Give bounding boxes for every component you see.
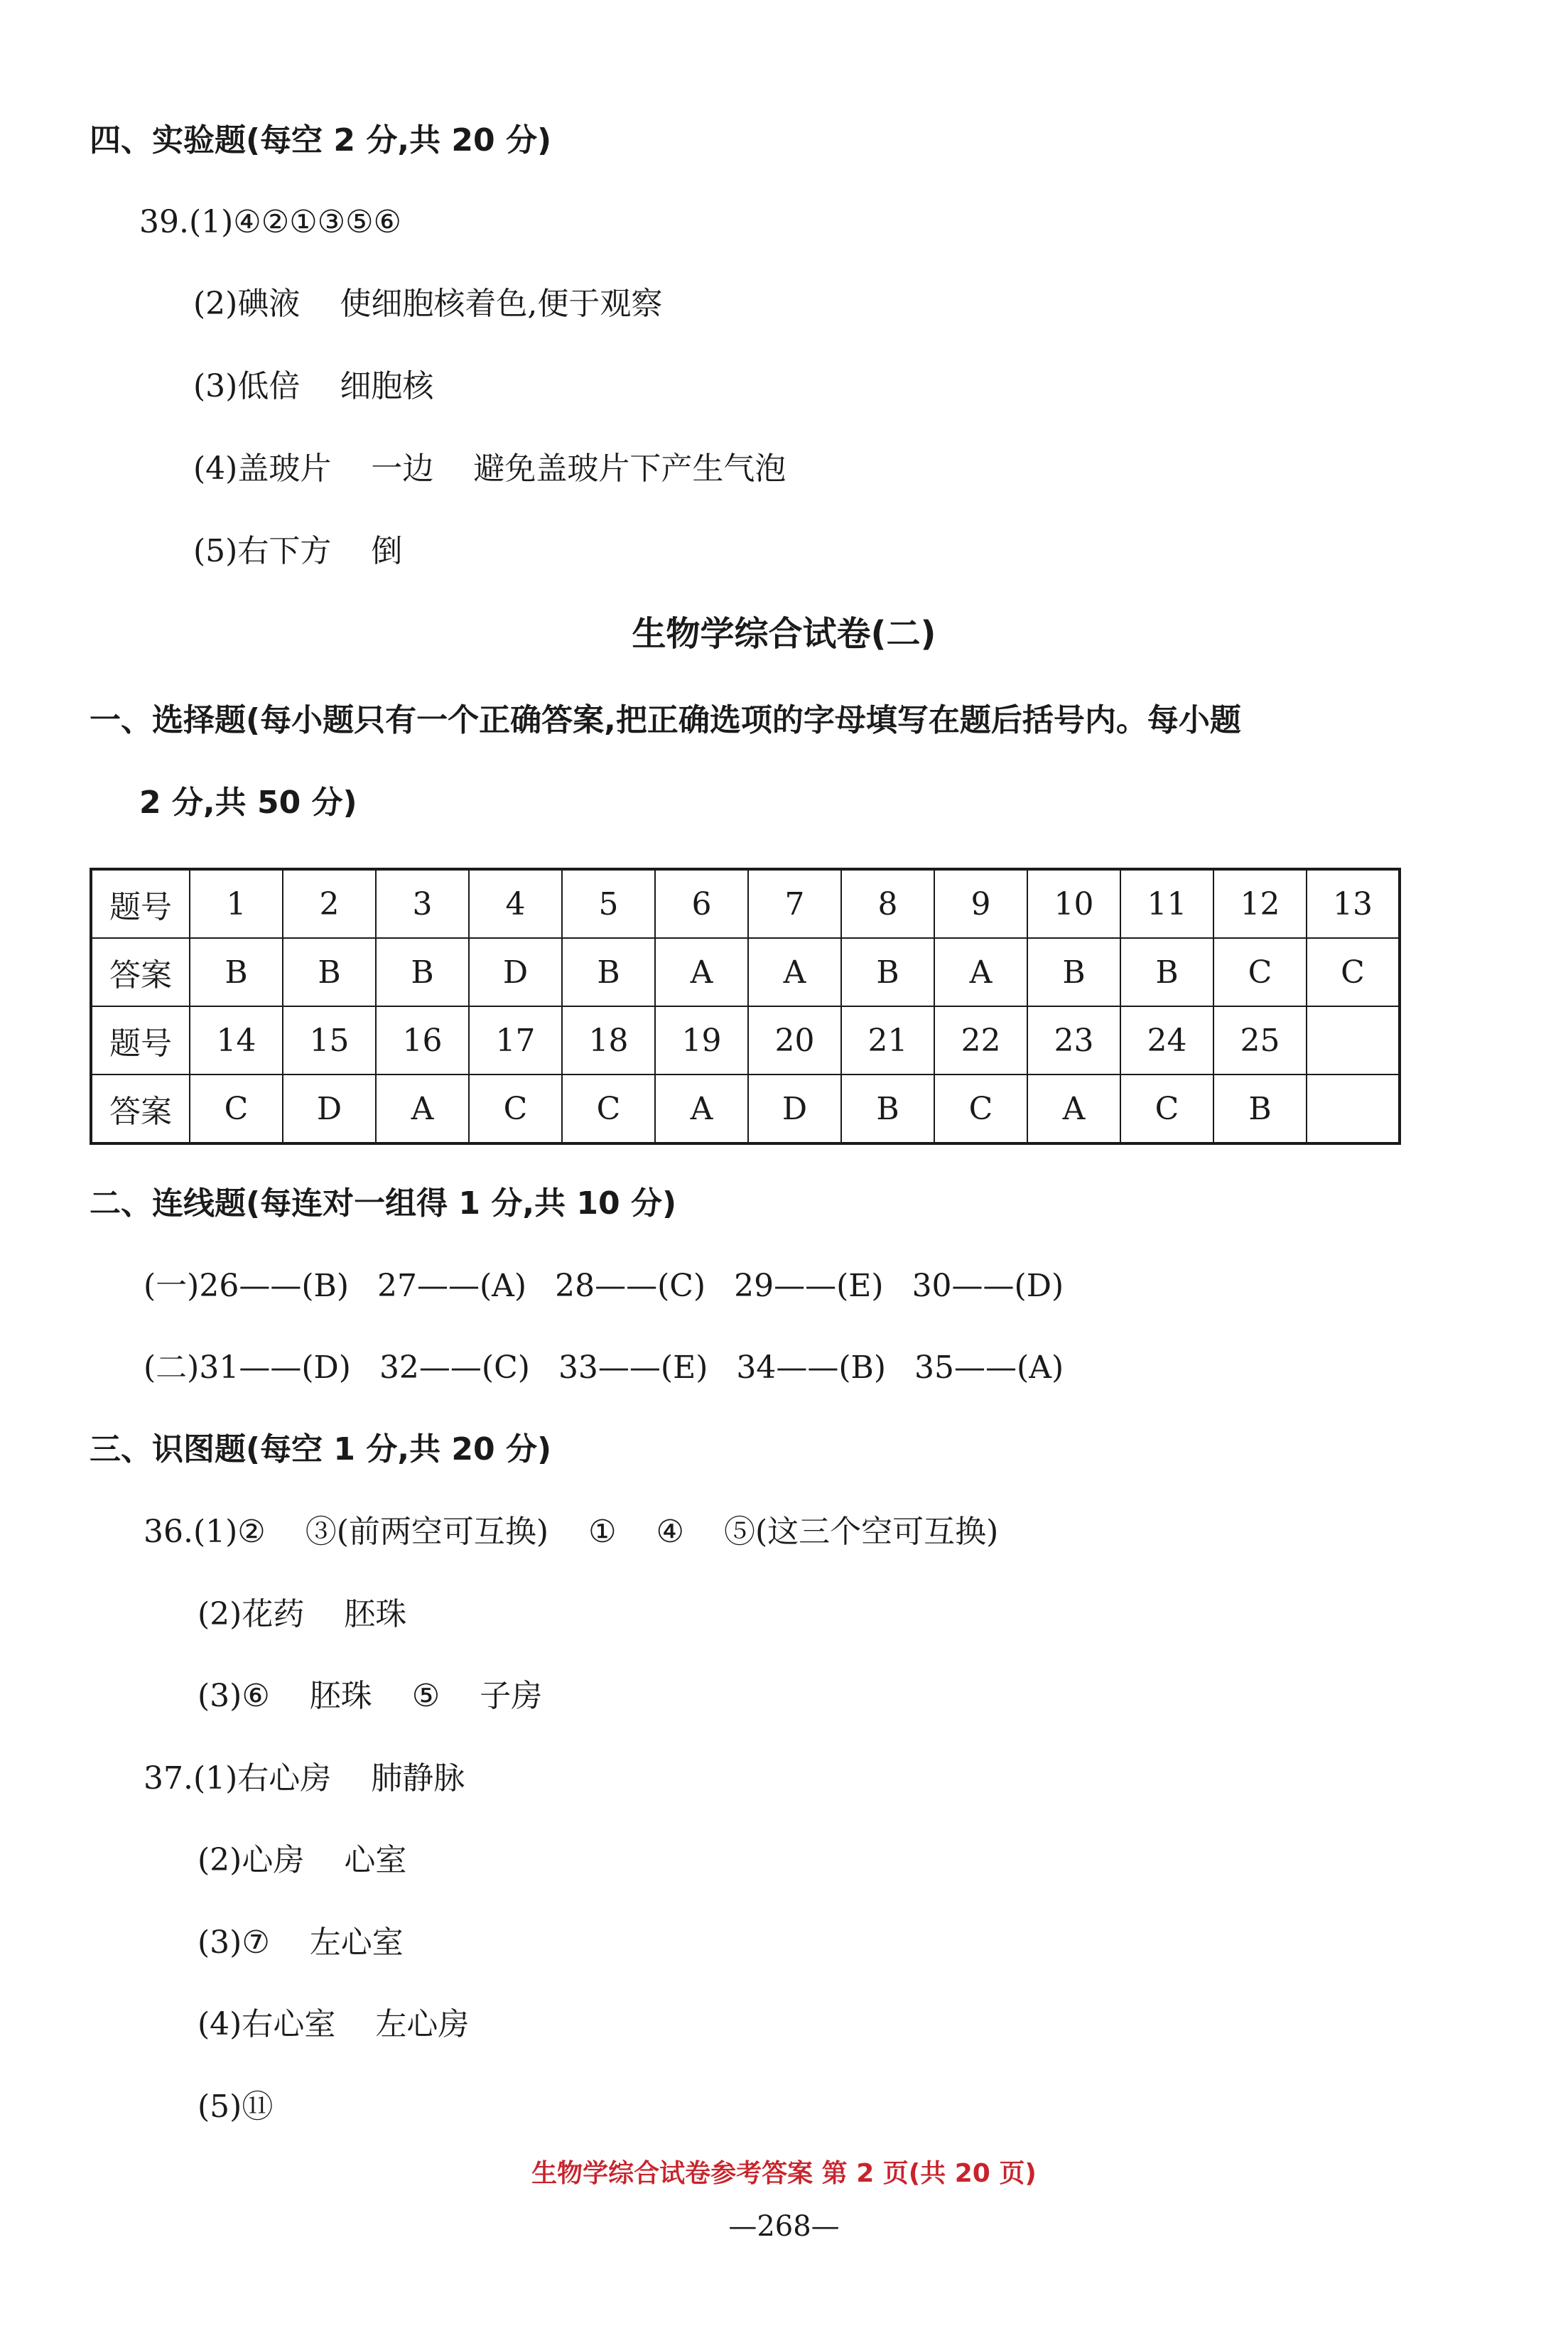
q36-part3-d: 子房 bbox=[480, 1678, 543, 1714]
table-cell: D bbox=[748, 1074, 841, 1143]
q39-part4-answer-b: 一边 bbox=[371, 451, 434, 487]
table-cell: 7 bbox=[748, 869, 841, 938]
match-pair: (一)26——(B) bbox=[144, 1268, 349, 1304]
table-cell: 9 bbox=[934, 869, 1027, 938]
table-cell: D bbox=[469, 938, 562, 1006]
table-cell: 5 bbox=[562, 869, 655, 938]
table-cell: C bbox=[469, 1074, 562, 1143]
table-cell: B bbox=[1027, 938, 1120, 1006]
q39-part2-answer-b: 使细胞核着色,便于观察 bbox=[340, 286, 663, 322]
q37-part3-a: (3)⑦ bbox=[198, 1924, 270, 1961]
paper-title: 生物学综合试卷(二) bbox=[632, 614, 936, 654]
section2-heading: 二、连线题(每连对一组得 1 分,共 10 分) bbox=[90, 1185, 677, 1222]
q39-part1: 39.(1)④②①③⑤⑥ bbox=[139, 204, 401, 240]
q37-part3-b: 左心室 bbox=[309, 1924, 404, 1961]
table-cell bbox=[1307, 1074, 1400, 1143]
table-cell: 6 bbox=[655, 869, 748, 938]
q37-part1 bbox=[144, 1757, 465, 1800]
match-pair: 32——(C) bbox=[379, 1350, 530, 1386]
q39-part3 bbox=[193, 365, 433, 408]
table-cell: 11 bbox=[1120, 869, 1213, 938]
q37-part1-b: 肺静脉 bbox=[371, 1760, 465, 1797]
matching-group-2 bbox=[144, 1347, 1064, 1389]
table-cell: C bbox=[1120, 1074, 1213, 1143]
table-cell: 14 bbox=[190, 1006, 283, 1074]
table-row-answers-1 bbox=[91, 938, 1400, 1006]
table-cell: B bbox=[841, 1074, 934, 1143]
section3-heading: 三、识图题(每空 1 分,共 20 分) bbox=[90, 1431, 552, 1467]
match-pair: 34——(B) bbox=[736, 1350, 887, 1386]
table-cell: A bbox=[376, 1074, 469, 1143]
table-cell: C bbox=[562, 1074, 655, 1143]
q37-part1-a: 37.(1)右心房 bbox=[144, 1760, 332, 1797]
match-pair: (二)31——(D) bbox=[144, 1350, 351, 1386]
q39-part2-answer-a: (2)碘液 bbox=[193, 286, 301, 322]
table-cell: C bbox=[1213, 938, 1307, 1006]
table-label-question: 题号 bbox=[91, 1006, 190, 1074]
table-cell: 15 bbox=[283, 1006, 376, 1074]
q39-part5-answer-a: (5)右下方 bbox=[193, 533, 332, 569]
table-cell: 4 bbox=[469, 869, 562, 938]
table-cell: C bbox=[934, 1074, 1027, 1143]
table-cell: 8 bbox=[841, 869, 934, 938]
q37-part2-b: 心室 bbox=[344, 1842, 407, 1878]
q36-part2-a: (2)花药 bbox=[198, 1596, 305, 1632]
table-cell: B bbox=[841, 938, 934, 1006]
table-cell: 23 bbox=[1027, 1006, 1120, 1074]
table-label-answer: 答案 bbox=[91, 1074, 190, 1143]
q36-part1 bbox=[144, 1511, 998, 1553]
table-cell: B bbox=[1120, 938, 1213, 1006]
table-cell: A bbox=[748, 938, 841, 1006]
q39-part4-answer-c: 避免盖玻片下产生气泡 bbox=[473, 451, 786, 487]
q39-part4-answer-a: (4)盖玻片 bbox=[193, 451, 332, 487]
q39-part5-answer-b: 倒 bbox=[371, 533, 403, 569]
table-cell: D bbox=[283, 1074, 376, 1143]
table-cell: B bbox=[190, 938, 283, 1006]
table-cell: 22 bbox=[934, 1006, 1027, 1074]
table-cell: 18 bbox=[562, 1006, 655, 1074]
q39-part4 bbox=[193, 448, 786, 490]
q36-part1-a: 36.(1)② bbox=[144, 1514, 266, 1550]
q39-part3-answer-b: 细胞核 bbox=[340, 368, 434, 404]
q36-part1-c: ① bbox=[588, 1514, 617, 1550]
table-cell: 3 bbox=[376, 869, 469, 938]
table-cell: 2 bbox=[283, 869, 376, 938]
table-row-numbers-2 bbox=[91, 1006, 1400, 1074]
table-cell: 1 bbox=[190, 869, 283, 938]
match-pair: 27——(A) bbox=[377, 1268, 527, 1304]
q37-part4-a: (4)右心室 bbox=[198, 2006, 336, 2042]
q39-part2 bbox=[193, 283, 662, 325]
table-cell: A bbox=[1027, 1074, 1120, 1143]
q37-part2-a: (2)心房 bbox=[198, 1842, 305, 1878]
table-cell: 19 bbox=[655, 1006, 748, 1074]
q36-part2 bbox=[198, 1593, 406, 1636]
q36-part1-e: ⑤(这三个空可互换) bbox=[724, 1514, 999, 1550]
table-cell: 12 bbox=[1213, 869, 1307, 938]
match-pair: 30——(D) bbox=[912, 1268, 1064, 1304]
table-cell: 10 bbox=[1027, 869, 1120, 938]
table-cell: A bbox=[934, 938, 1027, 1006]
q36-part3 bbox=[198, 1675, 542, 1718]
table-cell: 13 bbox=[1307, 869, 1400, 938]
table-cell: 17 bbox=[469, 1006, 562, 1074]
page-footer: 生物学综合试卷参考答案 第 2 页(共 20 页) bbox=[531, 2159, 1037, 2188]
table-cell: 24 bbox=[1120, 1006, 1213, 1074]
table-label-answer: 答案 bbox=[91, 938, 190, 1006]
q37-part4 bbox=[198, 2003, 469, 2046]
q36-part1-d: ④ bbox=[656, 1514, 684, 1550]
match-pair: 28——(C) bbox=[555, 1268, 706, 1304]
section4-heading: 四、实验题(每空 2 分,共 20 分) bbox=[90, 122, 552, 158]
match-pair: 29——(E) bbox=[734, 1268, 884, 1304]
table-cell bbox=[1307, 1006, 1400, 1074]
q39-part3-answer-a: (3)低倍 bbox=[193, 368, 301, 404]
q37-part4-b: 左心房 bbox=[375, 2006, 470, 2042]
table-row-answers-2 bbox=[91, 1074, 1400, 1143]
q36-part3-b: 胚珠 bbox=[309, 1678, 372, 1714]
table-cell: 25 bbox=[1213, 1006, 1307, 1074]
match-pair: 33——(E) bbox=[558, 1350, 708, 1386]
table-cell: B bbox=[376, 938, 469, 1006]
match-pair: 35——(A) bbox=[914, 1350, 1064, 1386]
q36-part2-b: 胚珠 bbox=[344, 1596, 407, 1632]
q39-part5 bbox=[193, 530, 402, 573]
q37-part3 bbox=[198, 1922, 404, 1964]
table-cell: A bbox=[655, 1074, 748, 1143]
page-number: —268— bbox=[728, 2210, 840, 2243]
section1-heading-line1: 一、选择题(每小题只有一个正确答案,把正确选项的字母填写在题后括号内。每小题 bbox=[90, 702, 1241, 738]
q36-part3-c: ⑤ bbox=[411, 1678, 440, 1714]
q37-part2 bbox=[198, 1839, 406, 1882]
table-cell: C bbox=[1307, 938, 1400, 1006]
answer-table bbox=[90, 868, 1401, 1145]
q36-part1-b: ③(前两空可互换) bbox=[305, 1514, 549, 1550]
table-cell: B bbox=[283, 938, 376, 1006]
table-row-numbers-1 bbox=[91, 869, 1400, 938]
table-cell: B bbox=[1213, 1074, 1307, 1143]
table-cell: A bbox=[655, 938, 748, 1006]
table-cell: 20 bbox=[748, 1006, 841, 1074]
section1-heading-line2: 2 分,共 50 分) bbox=[139, 785, 357, 821]
table-cell: B bbox=[562, 938, 655, 1006]
q37-part5: (5)⑪ bbox=[198, 2089, 274, 2125]
table-cell: 21 bbox=[841, 1006, 934, 1074]
q36-part3-a: (3)⑥ bbox=[198, 1678, 270, 1714]
matching-group-1 bbox=[144, 1265, 1064, 1308]
table-cell: C bbox=[190, 1074, 283, 1143]
table-cell: 16 bbox=[376, 1006, 469, 1074]
table-label-question: 题号 bbox=[91, 869, 190, 938]
